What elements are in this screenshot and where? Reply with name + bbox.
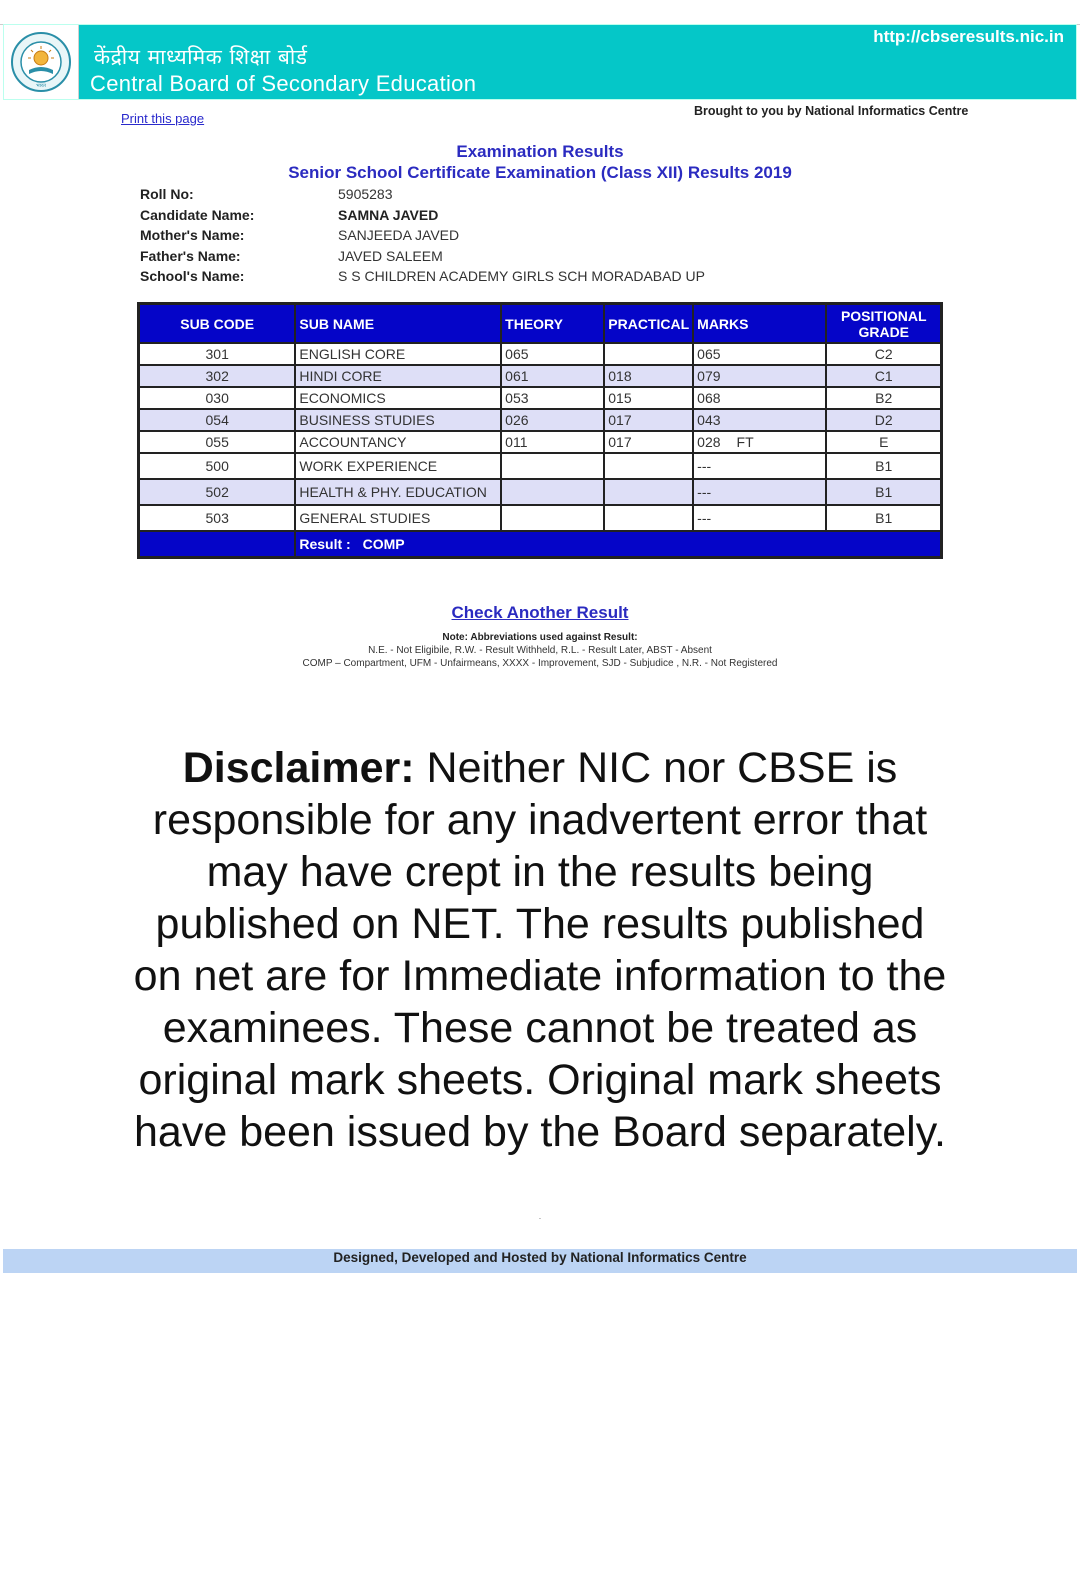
practical-cell — [604, 479, 693, 505]
school-name-label: School's Name: — [140, 268, 245, 284]
table-row — [139, 453, 941, 479]
table-row — [139, 365, 941, 387]
table-row — [139, 409, 941, 431]
theory-cell: 011 — [501, 431, 604, 453]
marks-value: 068 — [697, 390, 721, 406]
grade-cell: B2 — [826, 387, 941, 409]
site-header — [3, 24, 1077, 100]
col-header-practical: PRACTICAL — [604, 304, 693, 343]
theory-cell — [501, 505, 604, 531]
table-row — [139, 387, 941, 409]
site-url-link[interactable]: http://cbseresults.nic.in — [873, 27, 1064, 46]
theory-cell: 026 — [501, 409, 604, 431]
notes-title: Note: Abbreviations used against Result: — [442, 632, 638, 643]
svg-text:भारत: भारत — [36, 83, 46, 89]
top-strip — [0, 0, 1080, 25]
theory-cell — [501, 479, 604, 505]
mother-name-value: SANJEEDA JAVED — [338, 227, 460, 243]
sub-name-cell: HINDI CORE — [295, 365, 501, 387]
table-row — [139, 505, 941, 531]
print-page-link[interactable]: Print this page — [121, 111, 205, 126]
grade-cell: B1 — [826, 479, 941, 505]
col-header-grade — [826, 304, 941, 343]
brought-by-text: Brought to you by National Informatics Centre — [694, 104, 969, 118]
marks-value: --- — [697, 484, 712, 500]
sub-code-cell: 054 — [139, 409, 295, 431]
sub-name-cell: GENERAL STUDIES — [295, 505, 501, 531]
marks-value: --- — [697, 458, 712, 474]
practical-cell — [604, 343, 693, 365]
practical-cell — [604, 505, 693, 531]
practical-cell: 017 — [604, 409, 693, 431]
sub-code-cell: 302 — [139, 365, 295, 387]
col-header-theory: THEORY — [501, 304, 604, 343]
col-header-sub-code: SUB CODE — [139, 304, 295, 343]
theory-cell — [501, 453, 604, 479]
practical-cell: 017 — [604, 431, 693, 453]
sub-name-cell: ECONOMICS — [295, 387, 501, 409]
practical-cell — [604, 453, 693, 479]
marks-cell — [693, 505, 826, 531]
col-header-grade-line1: POSITIONAL — [840, 307, 927, 324]
grade-cell: B1 — [826, 453, 941, 479]
notes-line-2: COMP – Compartment, UFM - Unfairmeans, XXXX - Improvement, SJD - Subjudice , N.R. - Not Registered — [302, 658, 778, 669]
sub-code-cell: 055 — [139, 431, 295, 453]
marks-cell — [693, 387, 826, 409]
marks-cell — [693, 479, 826, 505]
marks-value: 079 — [697, 368, 721, 384]
footer: Designed, Developed and Hosted by National Informatics Centre — [3, 1249, 1077, 1273]
sub-code-cell: 502 — [139, 479, 295, 505]
theory-cell: 061 — [501, 365, 604, 387]
col-header-marks: MARKS — [693, 304, 826, 343]
table-row — [139, 343, 941, 365]
table-row — [139, 479, 941, 505]
school-name-value: S S CHILDREN ACADEMY GIRLS SCH MORADABAD UP — [338, 268, 705, 284]
disclaimer-label: Disclaimer: — [182, 744, 415, 792]
cbse-emblem-icon — [9, 30, 73, 94]
sub-name-cell: BUSINESS STUDIES — [295, 409, 501, 431]
father-name-value: JAVED SALEEM — [338, 247, 443, 264]
school-name-row — [140, 268, 705, 289]
roll-label: Roll No: — [140, 186, 194, 202]
roll-value: 5905283 — [338, 186, 393, 202]
candidate-name-value: SAMNA JAVED — [338, 206, 439, 223]
marks-cell — [693, 365, 826, 387]
candidate-info — [140, 186, 705, 289]
marks-cell — [693, 453, 826, 479]
candidate-name-row — [140, 207, 705, 228]
col-header-sub-name: SUB NAME — [295, 304, 501, 343]
father-name-label: Father's Name: — [140, 247, 241, 264]
grade-cell: C1 — [826, 365, 941, 387]
sub-code-cell: 503 — [139, 505, 295, 531]
sub-code-cell: 030 — [139, 387, 295, 409]
disclaimer — [130, 742, 950, 1158]
col-header-grade-line2: GRADE — [858, 323, 910, 340]
candidate-name-label: Candidate Name: — [140, 206, 255, 223]
marks-table — [137, 302, 943, 559]
check-another-result-link[interactable]: Check Another Result — [451, 603, 629, 622]
logo — [4, 25, 79, 99]
page-title: Examination Results — [456, 142, 624, 161]
mother-name-row — [140, 227, 705, 248]
result-row — [139, 531, 941, 557]
marks-value: 043 — [697, 412, 721, 428]
marks-cell — [693, 409, 826, 431]
marks-table-header — [139, 304, 941, 343]
sub-code-cell: 301 — [139, 343, 295, 365]
practical-cell: 018 — [604, 365, 693, 387]
separator-dot: . — [538, 1212, 542, 1221]
marks-value: 028 — [697, 434, 721, 450]
grade-cell: E — [826, 431, 941, 453]
sub-name-cell: ACCOUNTANCY — [295, 431, 501, 453]
result-spacer — [139, 531, 295, 557]
sub-name-cell: WORK EXPERIENCE — [295, 453, 501, 479]
result-label: Result : — [299, 536, 351, 552]
grade-cell: D2 — [826, 409, 941, 431]
marks-cell — [693, 343, 826, 365]
exam-subtitle: Senior School Certificate Examination (Class XII) Results 2019 — [288, 163, 792, 182]
header-hindi-title: केंद्रीय माध्यमिक शिक्षा बोर्ड — [94, 45, 308, 69]
fail-flag: FT — [736, 434, 754, 450]
theory-cell: 065 — [501, 343, 604, 365]
sub-code-cell: 500 — [139, 453, 295, 479]
theory-cell: 053 — [501, 387, 604, 409]
marks-value: 065 — [697, 346, 721, 362]
sub-name-cell: HEALTH & PHY. EDUCATION — [295, 479, 501, 505]
father-name-row — [140, 248, 705, 269]
table-row — [139, 431, 941, 453]
marks-cell — [693, 431, 826, 453]
marks-value: --- — [697, 510, 712, 526]
result-cell — [295, 531, 941, 557]
grade-cell: C2 — [826, 343, 941, 365]
roll-row — [140, 186, 705, 207]
grade-cell: B1 — [826, 505, 941, 531]
notes-line-1: N.E. - Not Eligibile, R.W. - Result Withheld, R.L. - Result Later, ABST - Absent — [368, 645, 712, 656]
result-value: COMP — [362, 536, 405, 552]
disclaimer-text: Neither NIC nor CBSE is responsible for any inadvertent error that may have crept in the results being published on NET. The results published on net are for Immediate information to the examinees. These cannot be treated as original mark sheets. Original mark sheets have been issued by the Board separately. — [133, 744, 947, 1156]
practical-cell: 015 — [604, 387, 693, 409]
sub-name-cell: ENGLISH CORE — [295, 343, 501, 365]
mother-name-label: Mother's Name: — [140, 227, 245, 243]
header-english-title: Central Board of Secondary Education — [90, 71, 477, 96]
